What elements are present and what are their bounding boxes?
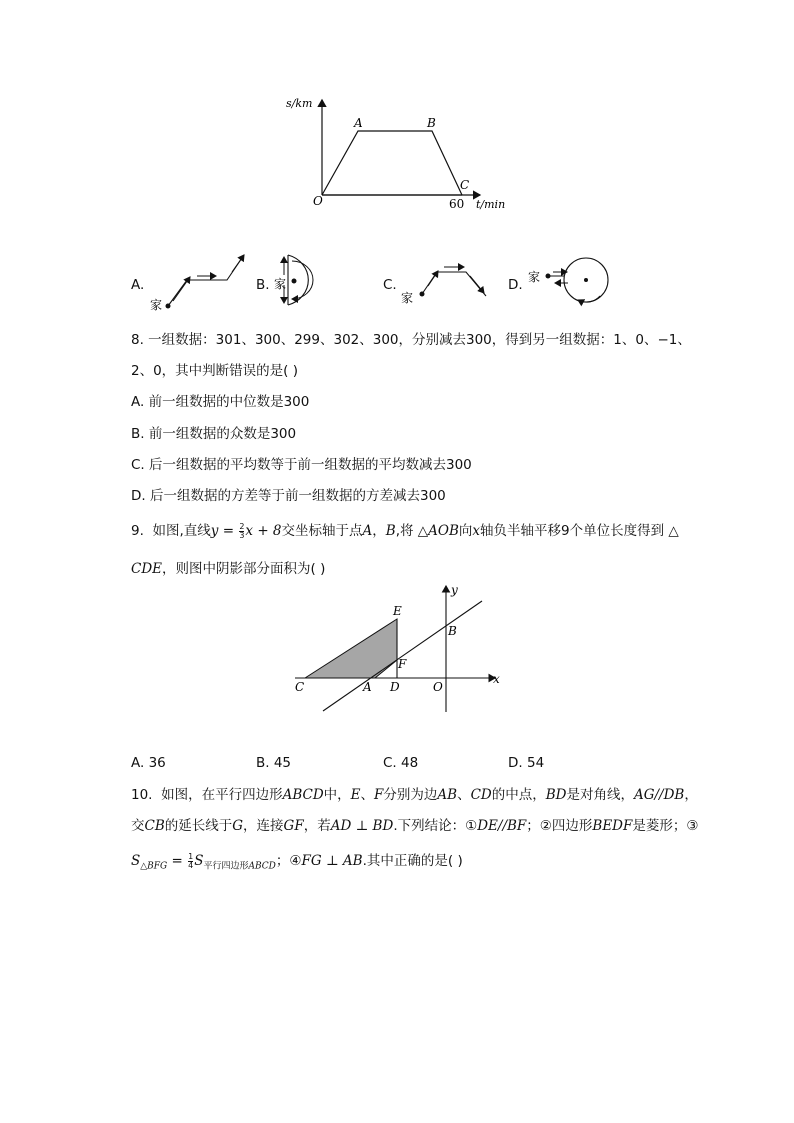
label-c: C — [295, 680, 305, 694]
label-a: A — [363, 680, 372, 694]
point-c-label: C — [460, 178, 470, 192]
q9-option-c: C. 48 — [383, 755, 419, 771]
label-f: F — [398, 657, 407, 671]
x-axis-label: t/min — [476, 198, 506, 211]
graph-path — [322, 131, 462, 195]
q7-option-c-label: C. — [383, 277, 397, 293]
distance-time-graph — [280, 90, 520, 215]
q8-stem-line2: 2、0，其中判断错误的是( ) — [131, 363, 299, 379]
label-e: E — [393, 604, 402, 618]
home-label: 家 — [401, 291, 414, 305]
home-label: 家 — [528, 270, 541, 284]
q9-stem-line1: 9. 如图,直线y = $\frac{2}{3}$ x + 8交坐标轴于点A，B,将 △AOB向x轴负半轴平移9个单位长度得到 △ — [131, 521, 679, 540]
tick-60-label: 60 — [449, 197, 465, 211]
q9-figure — [285, 580, 510, 720]
label-x: x — [493, 672, 500, 686]
q7-option-b-label: B. — [256, 277, 270, 293]
q8-option-a: A. 前一组数据的中位数是300 — [131, 394, 310, 410]
point-b-label: B — [427, 116, 436, 130]
q10-stem-line2: 交CB的延长线于G，连接GF，若AD ⊥ BD.下列结论：①DE//BF；②四边形BEDF是菱形；③ — [131, 818, 699, 834]
q9-option-b: B. 45 — [256, 755, 292, 771]
q7-option-c-figure — [400, 252, 490, 310]
q10-stem-line1: 10. 如图，在平行四边形ABCD中，E、F分别为边AB、CD的中点，BD是对角线，AG//DB， — [131, 787, 698, 803]
q8-stem-line1: 8. 一组数据：301、300、299、302、300，分别减去300，得到另一组数据：1、0、−1、 — [131, 332, 691, 348]
q8-option-b: B. 前一组数据的众数是300 — [131, 426, 297, 442]
q7-option-b-figure — [272, 247, 334, 312]
label-o: O — [433, 680, 443, 694]
fraction-one-quarter: $\frac{1}{4}$ — [188, 851, 194, 870]
label-b: B — [448, 624, 457, 638]
fraction-two-thirds: $\frac{2}{3}$ — [239, 521, 245, 540]
q8-option-d: D. 后一组数据的方差等于前一组数据的方差减去300 — [131, 488, 446, 504]
y-axis-label: s/km — [286, 97, 313, 110]
q9-stem-line2: CDE，则图中阴影部分面积为( ) — [131, 561, 326, 577]
origin-label: O — [313, 194, 323, 208]
home-label: 家 — [274, 277, 287, 291]
q8-option-c: C. 后一组数据的平均数等于前一组数据的平均数减去300 — [131, 457, 472, 473]
q9-option-d: D. 54 — [508, 755, 545, 771]
point-a-label: A — [354, 116, 363, 130]
label-d: D — [390, 680, 400, 694]
q7-option-d-label: D. — [508, 277, 523, 293]
q7-option-a-label: A. — [131, 277, 145, 293]
label-y: y — [451, 583, 458, 597]
q7-option-d-figure — [528, 256, 616, 308]
q7-option-a-figure — [150, 247, 250, 312]
home-label: 家 — [150, 298, 163, 312]
q9-option-a: A. 36 — [131, 755, 166, 771]
q10-stem-line3: $S_{\triangle BFG}$ = $\frac{1}{4}$ $S_{平行四边形ABCD}$；④FG ⊥ AB.其中正确的是( ) — [131, 851, 463, 872]
